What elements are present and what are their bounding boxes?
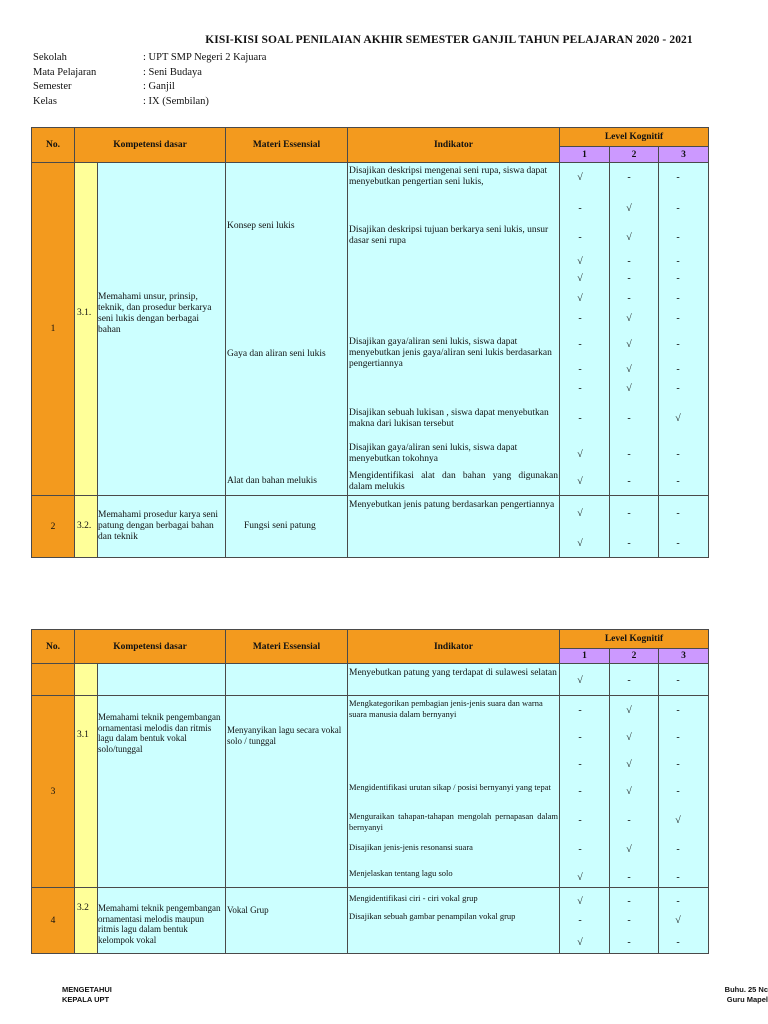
footer-right xyxy=(665,985,768,1005)
header-indikator: Indikator xyxy=(347,127,560,163)
document-title: KISI-KISI SOAL PENILAIAN AKHIR SEMESTER GANJIL TAHUN PELAJARAN 2020 - 2021 xyxy=(205,34,693,46)
level-mark: - xyxy=(578,364,582,375)
level-mark: √ xyxy=(577,172,583,183)
level-mark: √ xyxy=(577,293,583,304)
level-mark: √ xyxy=(577,449,583,460)
level-mark: - xyxy=(627,273,631,284)
level-mark: √ xyxy=(626,383,632,394)
level-mark: √ xyxy=(577,256,583,267)
t2-row0-kd-code xyxy=(74,663,98,696)
level-mark: - xyxy=(676,449,680,460)
level-mark: - xyxy=(676,508,680,519)
row2-kd-code: 3.2. xyxy=(77,521,92,531)
level-mark: - xyxy=(627,815,631,826)
row3-kd-text: Memahami teknik pengembangan ornamentasi melodis dan ritmis lagu dalam bentuk vokal solo/tunggal xyxy=(98,712,221,754)
level-mark: √ xyxy=(577,538,583,549)
level-mark: √ xyxy=(577,872,583,883)
level-mark: √ xyxy=(577,273,583,284)
level-mark: - xyxy=(676,339,680,350)
t2-header-level-2: 2 xyxy=(609,648,659,664)
level-mark: √ xyxy=(626,786,632,797)
row4-indikator-0: Mengidentifikasi ciri - ciri vokal grup xyxy=(349,893,478,903)
row3-indikator-2: Menguraikan tahapan-tahapan mengolah pernapasan dalam bernyanyi xyxy=(349,811,558,832)
level-mark: √ xyxy=(675,915,681,926)
level-mark: - xyxy=(676,256,680,267)
row3-indikator-0: Mengkategorikan pembagian jenis-jenis suara dan warna suara manusia dalam bernyanyi xyxy=(349,698,543,719)
t2-header-materi: Materi Essensial xyxy=(225,629,348,664)
row3-materi: Menyanyikan lagu secara vokal solo / tunggal xyxy=(227,725,342,746)
level-mark: - xyxy=(676,844,680,855)
t2-header-level-3: 3 xyxy=(658,648,709,664)
level-mark: - xyxy=(676,675,680,686)
header-level: Level Kognitif xyxy=(559,127,709,147)
t2-row0-kd xyxy=(97,663,226,696)
row4-no: 4 xyxy=(31,887,75,954)
row1-indikator-5: Mengidentifikasi alat dan bahan yang digunakan dalam melukis xyxy=(349,471,558,492)
level-mark: - xyxy=(578,232,582,243)
level-mark: - xyxy=(627,915,631,926)
row4-indikator-1: Disajikan sebuah gambar penampilan vokal grup xyxy=(349,911,516,921)
t2-header-kd: Kompetensi dasar xyxy=(74,629,226,664)
t2-header-indikator: Indikator xyxy=(347,629,560,664)
row1-no: 1 xyxy=(31,162,75,496)
level-mark: √ xyxy=(626,705,632,716)
level-mark: - xyxy=(676,896,680,907)
meta-block xyxy=(33,51,266,109)
level-mark: √ xyxy=(626,759,632,770)
t2-header-no: No. xyxy=(31,629,75,664)
level-mark: - xyxy=(627,937,631,948)
level-mark: - xyxy=(578,732,582,743)
row1-indikator-3: Disajikan sebuah lukisan , siswa dapat menyebutkan makna dari lukisan tersebut xyxy=(349,408,549,429)
row4-kd-code: 3.2 xyxy=(77,903,89,913)
level-mark: √ xyxy=(577,937,583,948)
level-mark: - xyxy=(676,538,680,549)
level-mark: √ xyxy=(626,313,632,324)
level-mark: √ xyxy=(577,675,583,686)
level-mark: - xyxy=(627,476,631,487)
level-mark: - xyxy=(578,339,582,350)
level-mark: √ xyxy=(626,339,632,350)
level-mark: √ xyxy=(577,896,583,907)
footer-kepala-upt: KEPALA UPT xyxy=(62,995,110,1004)
row1-materi-0: Konsep seni lukis xyxy=(227,221,295,231)
level-mark: - xyxy=(578,203,582,214)
meta-row-kelas: Kelas : IX (Sembilan) xyxy=(33,95,209,107)
level-mark: - xyxy=(627,896,631,907)
row2-indikator: Menyebutkan jenis patung berdasarkan pengertiannya xyxy=(349,500,555,510)
row4-kd-text: Memahami teknik pengembangan ornamentasi melodis maupun ritmis lagu dalam bentuk kelompok vokal xyxy=(98,903,221,945)
row3-no: 3 xyxy=(31,695,75,888)
row3-indikator-4: Menjelaskan tentang lagu solo xyxy=(349,868,453,878)
level-mark: - xyxy=(676,732,680,743)
level-mark: - xyxy=(627,872,631,883)
level-mark: - xyxy=(676,273,680,284)
level-mark: - xyxy=(676,476,680,487)
row1-kd-code: 3.1. xyxy=(77,308,92,318)
row1-indikator-1: Disajikan deskripsi tujuan berkarya seni lukis, unsur dasar seni rupa xyxy=(349,225,549,246)
level-mark: - xyxy=(578,786,582,797)
level-mark: - xyxy=(578,759,582,770)
row2-kd-text: Memahami prosedur karya seni patung dengan berbagai bahan dan teknik xyxy=(98,510,219,542)
row1-kd-code-cell xyxy=(74,162,98,496)
header-no: No. xyxy=(31,127,75,163)
level-mark: - xyxy=(578,915,582,926)
row1-indikator-4: Disajikan gaya/aliran seni lukis, siswa dapat menyebutkan tokohnya xyxy=(349,443,518,464)
level-mark: - xyxy=(676,705,680,716)
row3-kd-code-cell xyxy=(74,695,98,888)
level-mark: - xyxy=(627,256,631,267)
level-mark: - xyxy=(676,759,680,770)
meta-row-sekolah: Sekolah : UPT SMP Negeri 2 Kajuara xyxy=(33,52,267,63)
level-mark: √ xyxy=(626,232,632,243)
level-mark: - xyxy=(627,293,631,304)
level-mark: - xyxy=(676,937,680,948)
row2-no: 2 xyxy=(31,495,75,558)
meta-row-mapel: Mata Pelajaran : Seni Budaya xyxy=(33,66,202,78)
level-mark: - xyxy=(676,786,680,797)
row1-indikator-2: Disajikan gaya/aliran seni lukis, siswa dapat menyebutkan jenis gaya/aliran seni lukis berdasarkan pengertiannya xyxy=(349,337,552,369)
level-mark: - xyxy=(676,172,680,183)
row3-kd-code: 3.1 xyxy=(77,730,89,740)
level-mark: - xyxy=(676,232,680,243)
header-materi: Materi Essensial xyxy=(225,127,348,163)
level-mark: - xyxy=(578,313,582,324)
row4-materi-cell xyxy=(225,887,348,954)
footer-guru-mapel: Guru Mapel xyxy=(726,995,768,1004)
level-mark: - xyxy=(627,449,631,460)
footer-mengetahui: MENGETAHUI xyxy=(62,985,112,994)
meta-row-semester: Semester : Ganjil xyxy=(33,81,175,93)
level-mark: √ xyxy=(675,815,681,826)
level-mark: √ xyxy=(626,203,632,214)
level-mark: - xyxy=(676,203,680,214)
level-mark: - xyxy=(676,383,680,394)
header-level-1: 1 xyxy=(559,146,610,163)
level-mark: - xyxy=(676,313,680,324)
level-mark: - xyxy=(627,508,631,519)
footer-left xyxy=(62,985,112,1005)
t2-header-level-1: 1 xyxy=(559,648,610,664)
level-mark: - xyxy=(578,705,582,716)
level-mark: - xyxy=(676,364,680,375)
header-kd: Kompetensi dasar xyxy=(74,127,226,163)
t2-header-level: Level Kognitif xyxy=(559,629,709,649)
level-mark: - xyxy=(578,413,582,424)
level-mark: √ xyxy=(675,413,681,424)
level-mark: - xyxy=(627,172,631,183)
t2-row0-materi xyxy=(225,663,348,696)
level-mark: - xyxy=(676,293,680,304)
level-mark: √ xyxy=(626,732,632,743)
row1-materi-cell xyxy=(225,162,348,496)
level-mark: √ xyxy=(577,508,583,519)
level-mark: - xyxy=(578,844,582,855)
t2-row0-no xyxy=(31,663,75,696)
row4-kd-code-cell xyxy=(74,887,98,954)
level-mark: - xyxy=(627,675,631,686)
level-mark: - xyxy=(578,815,582,826)
row2-materi: Fungsi seni patung xyxy=(244,521,316,531)
level-mark: - xyxy=(627,538,631,549)
row1-materi-2: Alat dan bahan melukis xyxy=(227,476,317,486)
row1-kd-text: Memahami unsur, prinsip, teknik, dan prosedur berkarya seni lukis dengan berbagai bahan xyxy=(98,292,212,335)
level-mark: √ xyxy=(626,364,632,375)
level-mark: - xyxy=(627,413,631,424)
header-level-3: 3 xyxy=(658,146,709,163)
row1-materi-1: Gaya dan aliran seni lukis xyxy=(227,349,326,359)
row1-indikator-0: Disajikan deskripsi mengenai seni rupa, siswa dapat menyebutkan pengertian seni lukis, xyxy=(349,166,548,187)
level-mark: - xyxy=(676,872,680,883)
row3-indikator-1: Mengidentifikasi urutan sikap / posisi bernyanyi yang tepat xyxy=(349,782,551,792)
level-mark: √ xyxy=(577,476,583,487)
level-mark: √ xyxy=(626,844,632,855)
row3-materi-cell xyxy=(225,695,348,888)
footer-date: Buhu. 25 Nc xyxy=(724,985,768,994)
row4-materi: Vokal Grup xyxy=(227,905,269,915)
t2-row0-indikator: Menyebutkan patung yang terdapat di sulawesi selatan xyxy=(349,668,557,678)
header-level-2: 2 xyxy=(609,146,659,163)
level-mark: - xyxy=(578,383,582,394)
row3-indikator-3: Disajikan jenis-jenis resonansi suara xyxy=(349,842,473,852)
